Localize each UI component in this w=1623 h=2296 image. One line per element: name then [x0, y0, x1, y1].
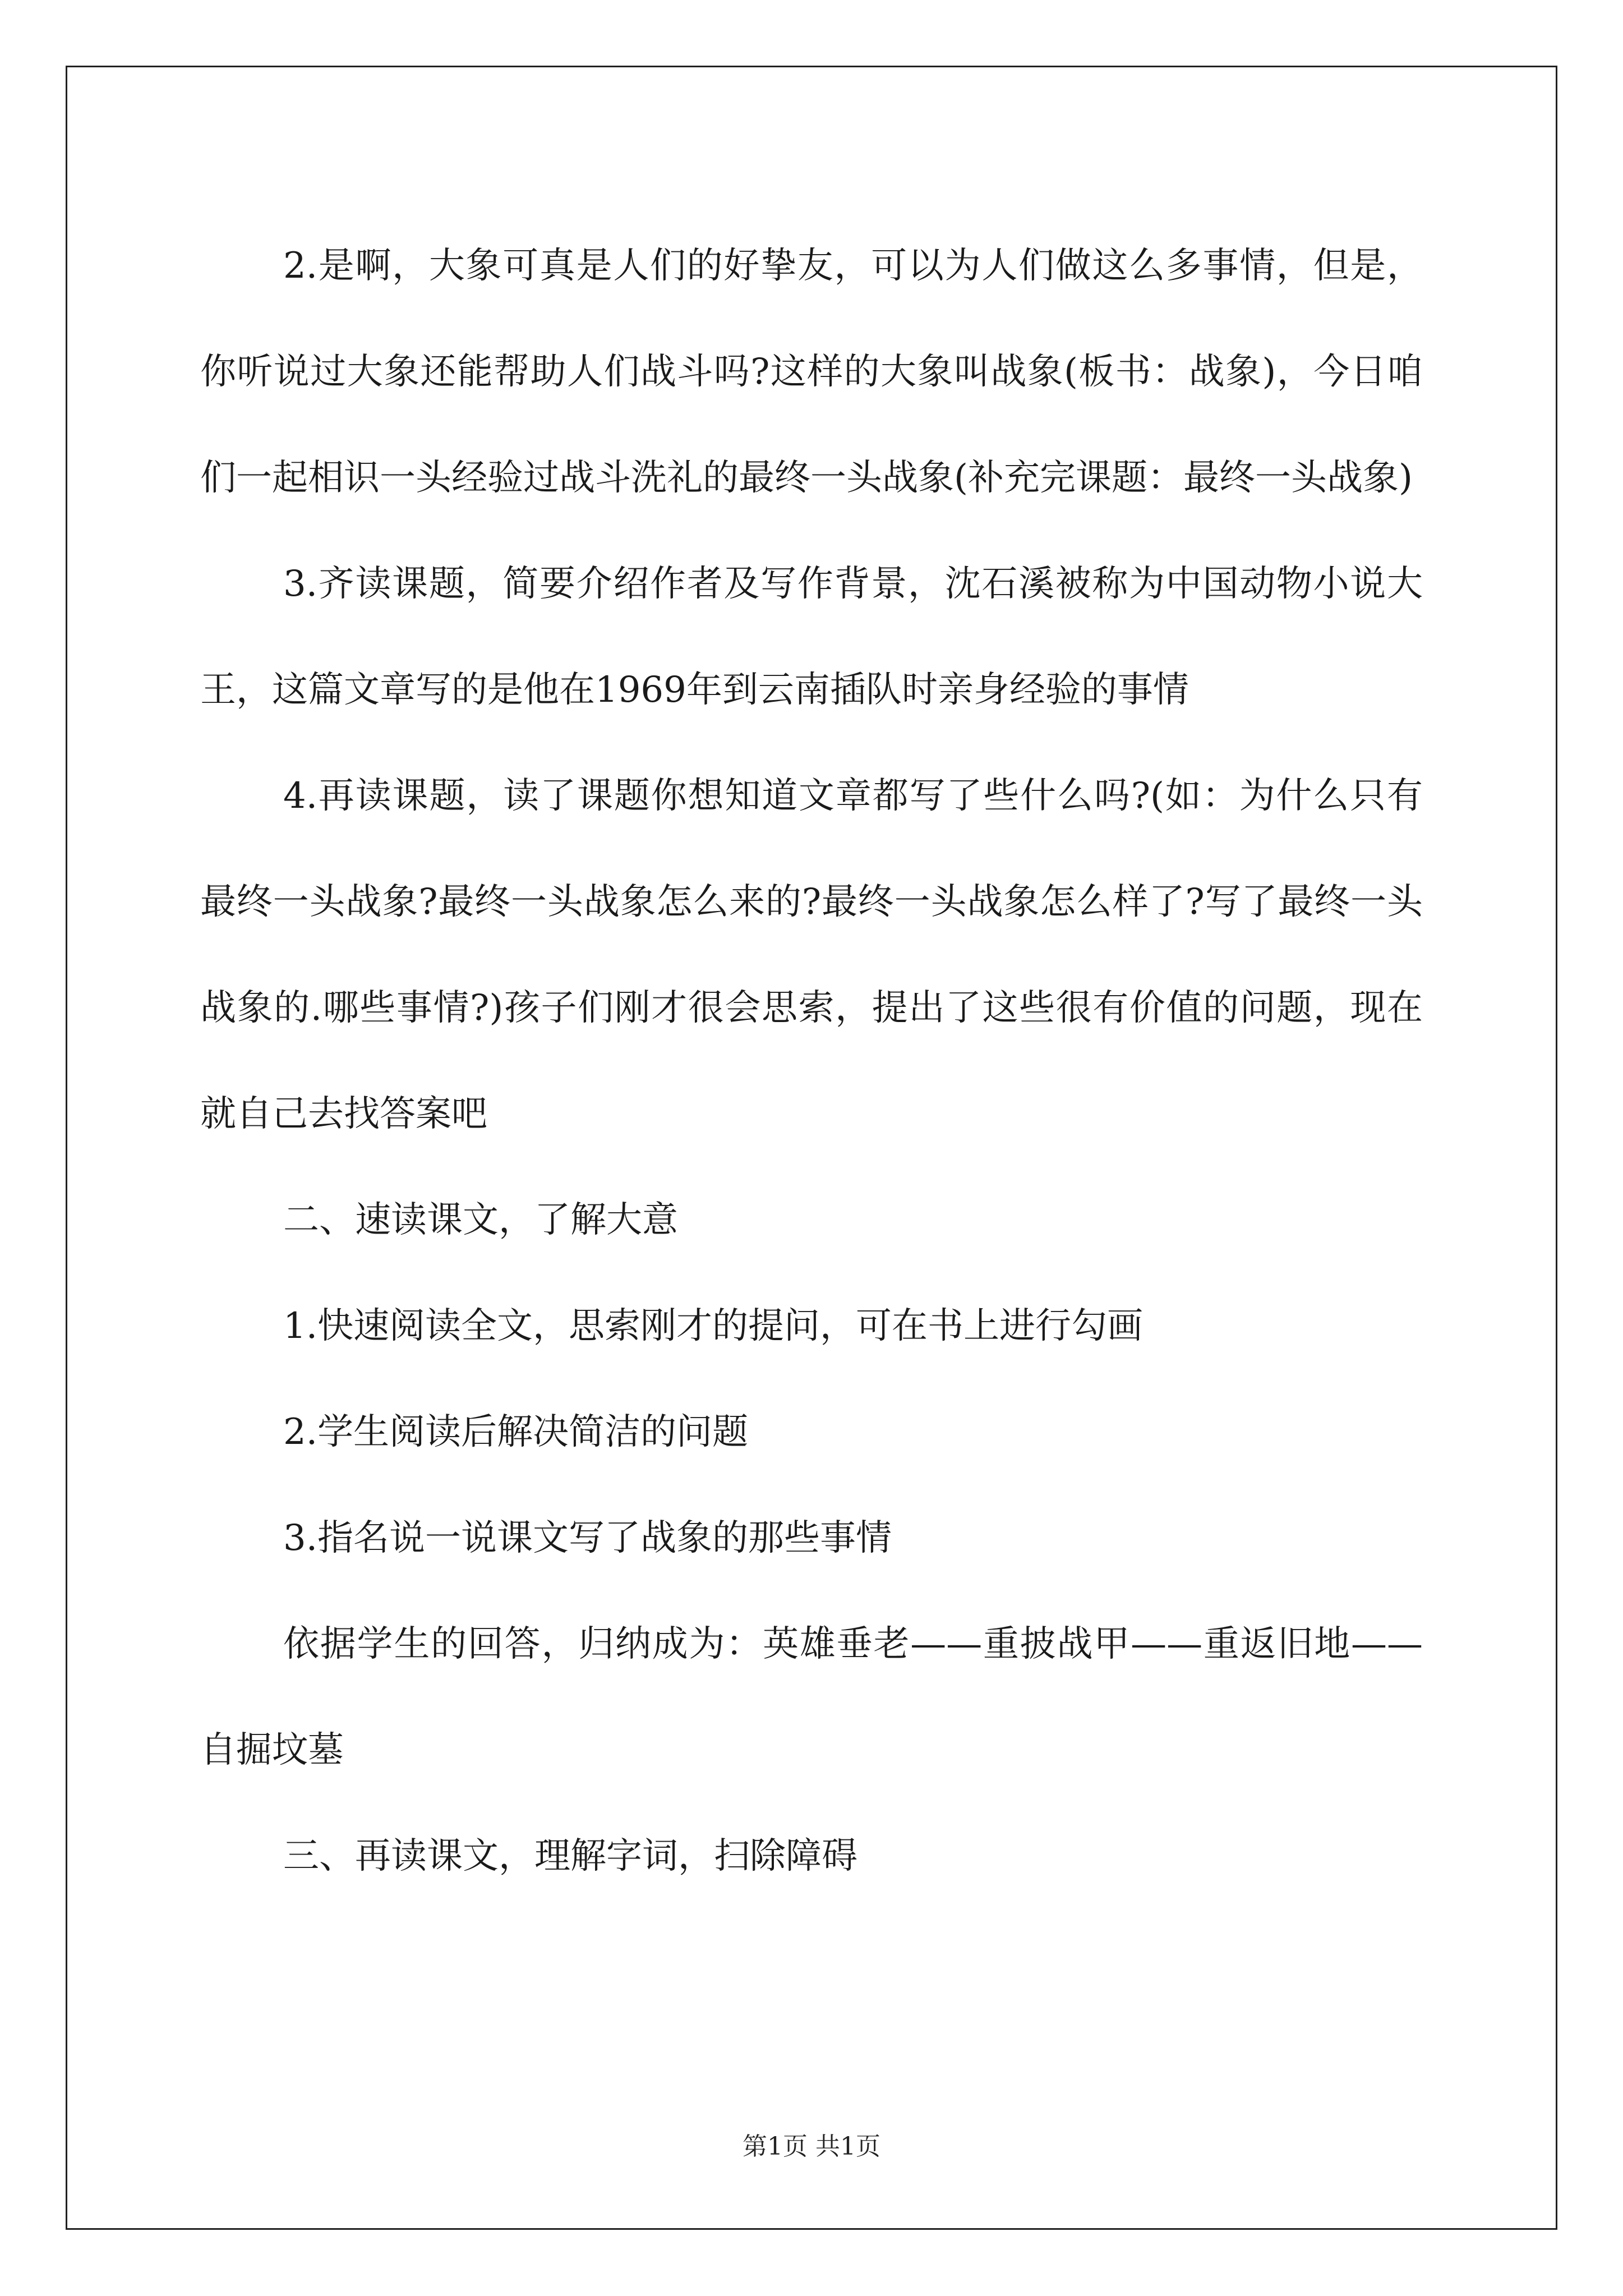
section-heading: 二、速读课文，了解大意	[283, 1199, 678, 1241]
section-heading: 三、再读课文，理解字词，扫除障碍	[283, 1835, 857, 1877]
paragraph: 依据学生的回答，归纳成为：英雄垂老——重披战甲——重返旧地——自掘坟墓	[200, 1623, 1423, 1771]
paragraph: 3.指名说一说课文写了战象的那些事情	[283, 1517, 892, 1559]
paragraph: 4.再读课题，读了课题你想知道文章都写了些什么吗?(如：为什么只有最终一头战象?最终一头战象怎么来的?最终一头战象怎么样了?写了最终一头战象的.哪些事情?)孩子们刚才很会思索，提出了这些很有价值的问题，现在就自己去找答案吧	[200, 775, 1423, 1135]
paragraph: 1.快速阅读全文，思索刚才的提问，可在书上进行勾画	[283, 1305, 1144, 1347]
paragraph: 2.学生阅读后解决简洁的问题	[283, 1411, 749, 1453]
document-body	[200, 213, 1423, 1910]
paragraph: 3.齐读课题，简要介绍作者及写作背景，沈石溪被称为中国动物小说大王，这篇文章写的是他在1969年到云南插队时亲身经验的事情	[200, 563, 1423, 711]
paragraph: 2.是啊，大象可真是人们的好挚友，可以为人们做这么多事情，但是，你听说过大象还能帮助人们战斗吗?这样的大象叫战象(板书：战象)，今日咱们一起相识一头经验过战斗洗礼的最终一头战象(补充完课题：最终一头战象)	[200, 245, 1423, 499]
page-footer: 第1页 共1页	[743, 2132, 880, 2161]
